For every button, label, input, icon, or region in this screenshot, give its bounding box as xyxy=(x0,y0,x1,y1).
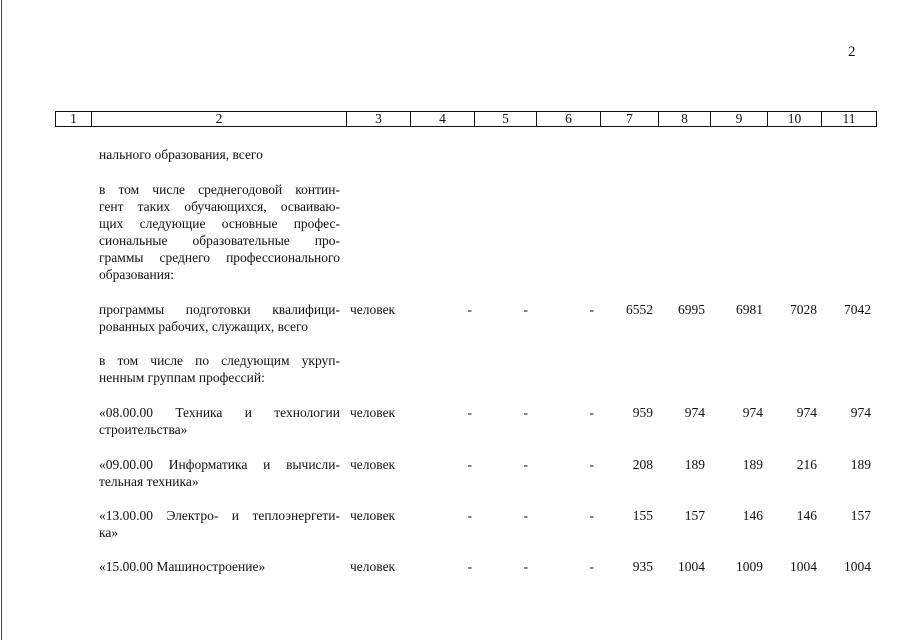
description-line: «13.00.00 Электро- и теплоэнергети- xyxy=(99,508,340,523)
description-line: тельная техника» xyxy=(99,474,199,489)
value-cell-col9: 1009 xyxy=(736,559,763,574)
value-cell-col11: 189 xyxy=(850,457,871,472)
value-cell-col4: - xyxy=(467,405,472,420)
description-line: сиональные образовательные про- xyxy=(99,233,340,248)
description-line: строительства» xyxy=(99,422,188,437)
value-cell-col5: - xyxy=(523,508,528,523)
value-cell-col9: 974 xyxy=(742,405,763,420)
unit-cell: человек xyxy=(350,405,396,420)
value-cell-col6: - xyxy=(589,508,594,523)
value-cell-col10: 974 xyxy=(796,405,817,420)
description-line: «08.00.00 Техника и технологии xyxy=(99,405,340,420)
value-cell-col5: - xyxy=(523,405,528,420)
value-cell-col5: - xyxy=(523,457,528,472)
description-line: «09.00.00 Информатика и вычисли- xyxy=(99,457,340,472)
column-number-cell: 6 xyxy=(537,112,601,127)
value-cell-col4: - xyxy=(467,508,472,523)
value-cell-col9: 189 xyxy=(742,457,763,472)
value-cell-col7: 935 xyxy=(632,559,653,574)
column-number-cell: 3 xyxy=(347,112,411,127)
value-cell-col7: 959 xyxy=(632,405,653,420)
column-number-cell: 4 xyxy=(411,112,475,127)
value-cell-col6: - xyxy=(589,405,594,420)
page-number: 2 xyxy=(848,44,856,60)
value-cell-col9: 6981 xyxy=(736,302,763,317)
value-cell-col5: - xyxy=(523,302,528,317)
value-cell-col10: 146 xyxy=(796,508,817,523)
value-cell-col7: 155 xyxy=(632,508,653,523)
row-description xyxy=(99,146,340,163)
value-cell-col7: 6552 xyxy=(626,302,653,317)
description-line: образования: xyxy=(99,267,174,282)
column-number-cell: 11 xyxy=(822,112,877,127)
value-cell-col11: 157 xyxy=(850,508,871,523)
value-cell-col6: - xyxy=(589,302,594,317)
unit-cell: человек xyxy=(350,559,396,574)
description-line: нального образования, всего xyxy=(99,147,263,162)
value-cell-col10: 216 xyxy=(796,457,817,472)
unit-cell: человек xyxy=(350,508,396,523)
value-cell-col11: 1004 xyxy=(844,559,871,574)
row-description xyxy=(99,301,340,335)
description-line: рованных рабочих, служащих, всего xyxy=(99,319,308,334)
column-number-cell: 1 xyxy=(56,112,92,127)
value-cell-col9: 146 xyxy=(742,508,763,523)
column-number-cell: 10 xyxy=(768,112,822,127)
description-line: щих следующие основные профес- xyxy=(99,216,340,231)
value-cell-col6: - xyxy=(589,559,594,574)
description-line: в том числе среднегодовой контин- xyxy=(99,182,340,197)
column-number-cell: 9 xyxy=(711,112,768,127)
value-cell-col8: 974 xyxy=(684,405,705,420)
value-cell-col6: - xyxy=(589,457,594,472)
row-description xyxy=(99,352,340,386)
value-cell-col8: 189 xyxy=(684,457,705,472)
value-cell-col5: - xyxy=(523,559,528,574)
column-number-cell: 8 xyxy=(659,112,711,127)
value-cell-col8: 157 xyxy=(684,508,705,523)
unit-cell: человек xyxy=(350,457,396,472)
row-description xyxy=(99,404,340,438)
description-line: в том числе по следующим укруп- xyxy=(99,353,340,368)
description-line: программы подготовки квалифици- xyxy=(99,302,340,317)
column-number-cell: 2 xyxy=(92,112,347,127)
description-line: «15.00.00 Машиностроение» xyxy=(99,559,266,574)
value-cell-col10: 7028 xyxy=(790,302,817,317)
value-cell-col8: 6995 xyxy=(678,302,705,317)
description-line: гент таких обучающихся, осваиваю- xyxy=(99,199,340,214)
column-number-cell: 7 xyxy=(601,112,659,127)
row-description xyxy=(99,558,340,575)
description-line: ненным группам профессий: xyxy=(99,370,265,385)
value-cell-col11: 974 xyxy=(850,405,871,420)
row-description xyxy=(99,181,340,283)
row-description xyxy=(99,456,340,490)
value-cell-col4: - xyxy=(467,457,472,472)
value-cell-col4: - xyxy=(467,302,472,317)
value-cell-col8: 1004 xyxy=(678,559,705,574)
value-cell-col11: 7042 xyxy=(844,302,871,317)
value-cell-col4: - xyxy=(467,559,472,574)
description-line: граммы среднего профессионального xyxy=(99,250,340,265)
value-cell-col7: 208 xyxy=(632,457,653,472)
description-line: ка» xyxy=(99,525,119,540)
column-number-cell: 5 xyxy=(475,112,537,127)
value-cell-col10: 1004 xyxy=(790,559,817,574)
row-description xyxy=(99,507,340,541)
unit-cell: человек xyxy=(350,302,396,317)
